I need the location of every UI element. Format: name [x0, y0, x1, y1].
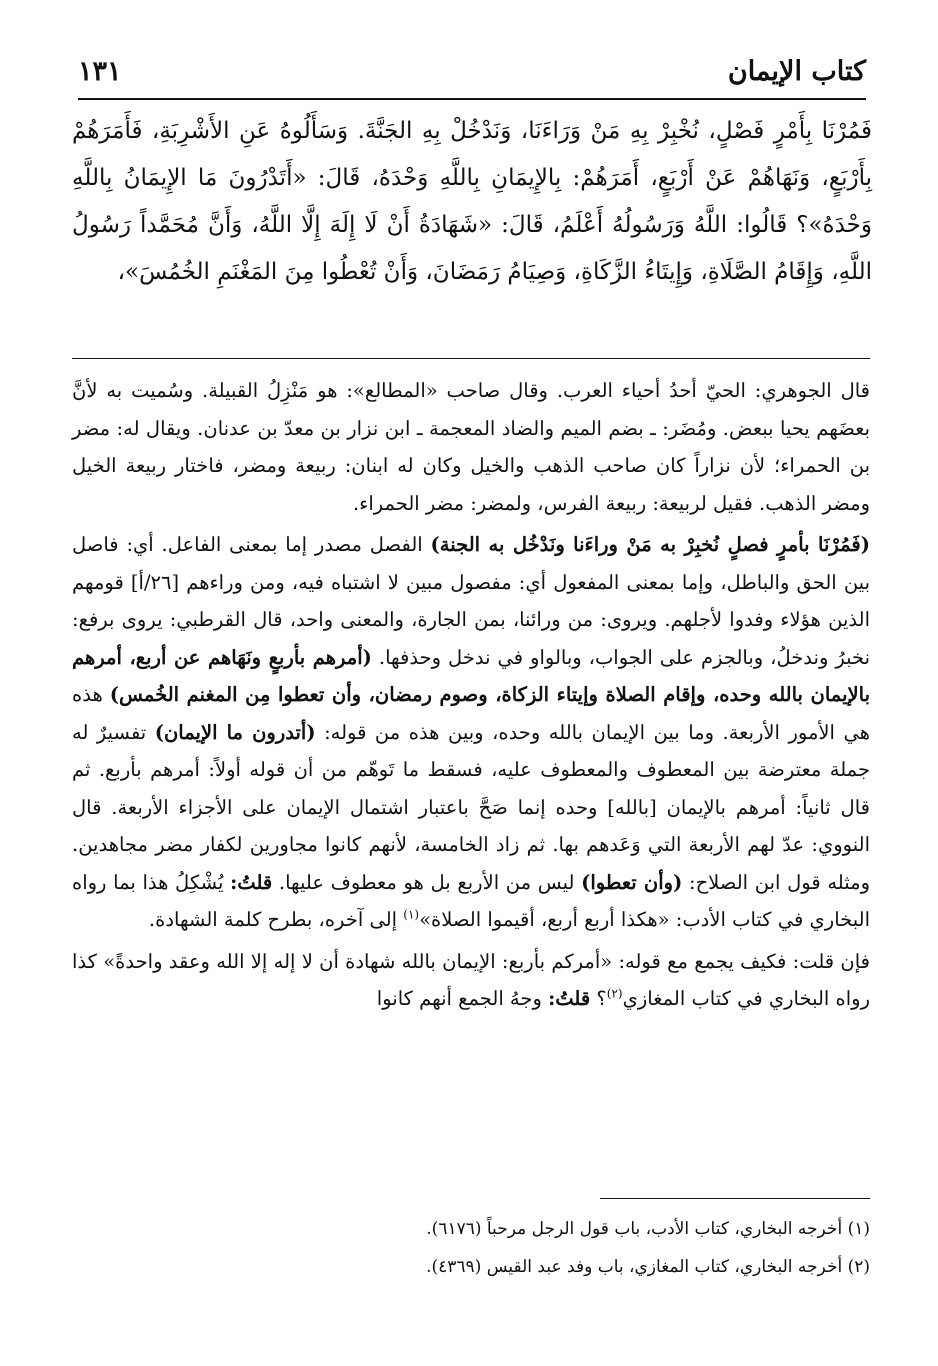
footnote-1	[72, 1210, 870, 1248]
commentary-text: يُشْكِلُ هذا بما رواه البخاري في كتاب الأدب: «هكذا أربع أربع، أقيموا الصلاة»	[72, 870, 870, 931]
page-number: ١٣١	[78, 56, 122, 87]
footnote-number: (٢)	[847, 1257, 870, 1277]
commentary-paragraph-1: قال الجوهري: الحيّ أحدُ أحياء العرب. وقال صاحب «المطالع»: هو مَنْزِلُ القبيلة. وسُميت به لأنَّ بعضَهم يحيا ببعض. ومُضَر: ـ بضم الميم والضاد المعجمة ـ ابن نزار بن معدّ بن عدنان. ويقال له: مضر بن الحمراء؛ لأن نزاراً كان صاحب الذهب والخيل وكان له ابنان: ربيعة ومضر، فاختار ربيعة الخيل ومضر الذهب. فقيل لربيعة: ربيعة الفرس، ولمضر: مضر الحمراء.	[72, 379, 870, 515]
commentary-text: الفصل مصدر إما بمعنى الفاعل. أي: فاصل بين الحق والباطل، وإما بمعنى المفعول أي: مفصول مبين لا اشتباه فيه، ومن وراءهم [٢٦/أ] قومهم الذين هؤلاء وفدوا لأجلهم. ويروى: من ورائنا، بمن الجارة، والمعنى واحد، قال القرطبي: يروى برفع: نخبرُ وندخلُ، وبالجزم على الجواب، وبالواو في ندخل وحذفها.	[72, 533, 870, 669]
commentary-text: إلى آخره، بطرح كلمة الشهادة.	[148, 908, 398, 931]
quoted-phrase: (أمرهم بأربعٍ ونَهَاهم عن أربع، أمرهم بالإيمان بالله وحده، وإقام الصلاة وإيتاء الزكاة، وصوم رمضان، وأن تعطوا مِن المغنم الخُمس)	[72, 645, 870, 706]
commentary-text: ؟	[596, 987, 607, 1010]
hadith-text	[72, 108, 872, 296]
author-remark-label: قلتُ:	[230, 870, 273, 894]
commentary-text: هذه هي الأمور الأربعة. وما بين الإيمان بالله وحده، وبين هذه من قوله:	[72, 683, 870, 744]
commentary-text: وجهُ الجمع أنهم كانوا	[376, 987, 542, 1010]
footnote-separator	[600, 1198, 870, 1199]
hadith-paragraph: فَمُرْنَا بِأَمْرٍ فَصْلٍ، نُخْبِرْ بِهِ مَنْ وَرَاءَنَا، وَنَدْخُلْ بِهِ الجَنَّةَ. وَسَأَلُوهُ عَنِ الأَشْرِبَةِ، فَأَمَرَهُمْ بِأَرْبَعٍ، وَنَهَاهُمْ عَنْ أَرْبَعٍ، أَمَرَهُمْ: بِالإِيمَانِ بِاللَّهِ وَحْدَهُ، قَالَ: «أَتَدْرُونَ مَا الإِيمَانُ بِاللَّهِ وَحْدَهُ»؟ قَالُوا: اللَّهُ وَرَسُولُهُ أَعْلَمُ، قَالَ: «شَهَادَةُ أَنْ لَا إِلَهَ إِلَّا اللَّهُ، وَأَنَّ مُحَمَّداً رَسُولُ اللَّهِ، وَإِقَامُ الصَّلَاةِ، وَإِيتَاءُ الزَّكَاةِ، وَصِيَامُ رَمَضَانَ، وَأَنْ تُعْطُوا مِنَ المَغْنَمِ الخُمُسَ»،	[72, 118, 872, 285]
commentary-text: ليس من الأربع بل هو معطوف عليها.	[278, 870, 575, 894]
footnote-2	[72, 1248, 870, 1286]
commentary	[72, 372, 870, 1022]
commentary-text: تفسيرٌ له جملة معترضة بين المعطوف والمعطوف عليه، فسقط ما تَوهّم من أن قوله أولاً: أمرهم بأربع. ثم قال ثانياً: أمرهم بالإيمان [بالله] وحده إنما صَحَّ باعتبار اشتمال الإيمان على الأجزاء الأربعة. قال النووي: عدّ لهم الأربعة التي وَعَدهم بها. ثم زاد الخامسة، لأنهم كانوا مجاورين لكفار مضر مجاهدين. ومثله قول ابن الصلاح:	[72, 720, 870, 894]
text-separator	[72, 358, 870, 359]
footnote-text: أخرجه البخاري، كتاب المغازي، باب وفد عبد القيس (٤٣٦٩).	[426, 1257, 843, 1277]
quoted-phrase: (وأن تعطوا)	[581, 870, 683, 894]
footnotes	[72, 1210, 870, 1286]
commentary-paragraph-2	[72, 526, 870, 939]
quoted-phrase: (فَمُرْنَا بأمرٍ فصلٍ نُخبِرْ به مَنْ وراءَنا ونَدْخُل به الجنة)	[430, 533, 870, 556]
running-header	[78, 52, 866, 100]
quoted-phrase: (أتدرون ما الإيمان)	[154, 720, 316, 744]
footnote-ref[interactable]: (١)	[403, 907, 420, 922]
commentary-paragraph-3	[72, 943, 870, 1018]
commentary-text: فإن قلت: فكيف يجمع مع قوله: «أمركم بأربع: الإيمان بالله شهادة أن لا إله إلا الله وعقد واحدةً» كذا رواه البخاري في كتاب المغازي	[72, 949, 870, 1010]
chapter-title: كتاب الإيمان	[727, 56, 866, 87]
footnote-number: (١)	[847, 1219, 870, 1239]
footnote-ref[interactable]: (٢)	[606, 986, 623, 1001]
author-remark-label: قلتُ:	[548, 987, 591, 1010]
footnote-text: أخرجه البخاري، كتاب الأدب، باب قول الرجل مرحباً (٦١٧٦).	[426, 1219, 843, 1239]
